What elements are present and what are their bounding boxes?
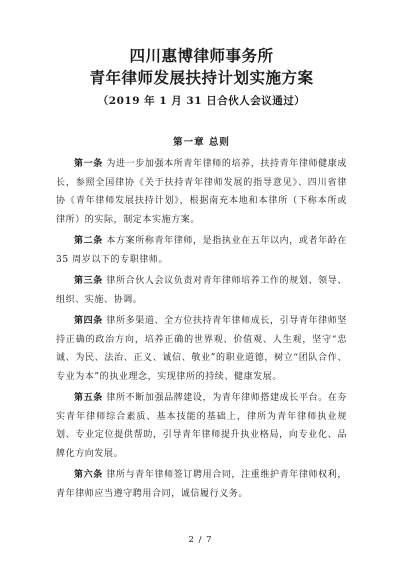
article-3 (56, 272, 347, 309)
article-6 (56, 466, 347, 503)
article-label: 第二条 (74, 236, 103, 246)
page-number: 2 / 7 (188, 535, 213, 545)
article-label: 第三条 (74, 276, 103, 286)
article-label: 第六条 (74, 470, 103, 480)
article-5 (56, 389, 347, 463)
article-text: 律所多渠道、全方位扶持青年律师成长，引导青年律师坚持正确的政治方向，培养正确的世界观、价值观、人生观，坚守“忠诚、为民、法治、正义、诚信、敬业”的职业道德，树立“团队合作、专业为本”的执业理念，实现律所的持续、健康发展。 (56, 316, 347, 382)
article-text: 为进一步加强本所青年律师的培养，扶持青年律师健康成长，参照全国律协《关于扶持青年律师发展的指导意见》、四川省律协《青年律师发展扶持计划》，根据南充本地和本律所（下称本所或律所）的实际，制定本实施方案。 (56, 159, 347, 225)
article-text: 律所与青年律师签订聘用合同，注重维护青年律师权利，青年律师应当遵守聘用合同，诚信履行义务。 (56, 470, 347, 499)
article-1 (56, 155, 347, 229)
article-2 (56, 232, 347, 269)
article-label: 第五条 (74, 393, 103, 403)
article-label: 第一条 (74, 159, 103, 169)
article-text: 本方案所称青年律师，是指执业在五年以内，或者年龄在 35 周岁以下的专职律师。 (56, 236, 347, 265)
chapter-heading: 第一章 总则 (173, 137, 230, 148)
document-subtitle: （2019 年 1 月 31 日合伙人会议通过） (97, 95, 306, 107)
article-text: 律所合伙人会议负责对青年律师培养工作的规划、领导、组织、实施、协调。 (56, 276, 347, 305)
document-title-line1: 四川惠博律师事务所 (129, 47, 274, 65)
article-text: 律所不断加强品牌建设，为青年律师搭建成长平台。在夯实青年律师综合素质、基本技能的基础上，律所为青年律师执业规划、专业定位提供帮助，引导青年律师提升执业格局，向专业化、品牌化方向发展。 (56, 393, 347, 459)
document-title-line2: 青年律师发展扶持计划实施方案 (89, 69, 314, 87)
article-label: 第四条 (74, 316, 103, 326)
article-4 (56, 312, 347, 386)
